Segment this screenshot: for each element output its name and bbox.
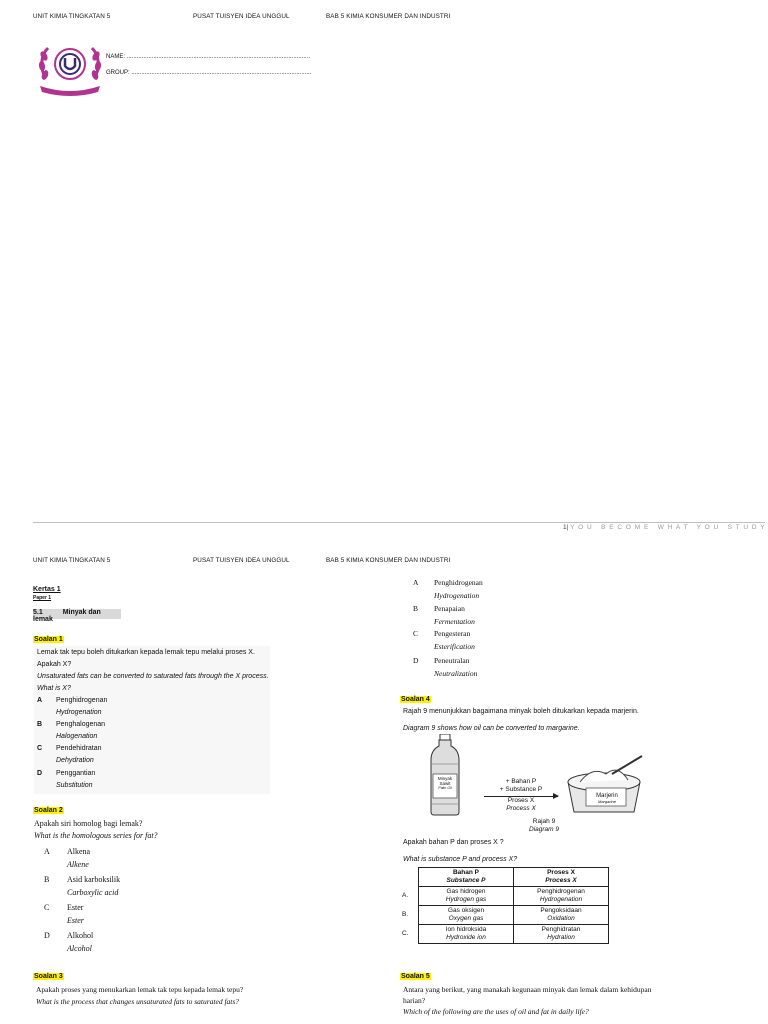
q3-option-c[interactable]: Pengesteran [434, 629, 471, 638]
question-label-4: Soalan 4 [401, 696, 430, 703]
q2-option-b-en: Carboxylic acid [67, 888, 119, 897]
question-label-2: Soalan 2 [34, 807, 63, 814]
row-letter: C. [402, 930, 409, 937]
q2-option-c[interactable]: Ester [67, 903, 84, 912]
row-process: Pengoksidaan Oxidation [514, 906, 609, 925]
q3-text-en: What is the process that changes unsaturated fats to saturated fats? [36, 997, 240, 1006]
q1-option-c[interactable]: Pendehidratan [56, 745, 102, 752]
row-letter: A. [402, 892, 409, 899]
q1-text-ms-2: Apakah X? [37, 661, 72, 668]
q2-option-a[interactable]: Alkena [67, 847, 91, 856]
table-header-row [398, 868, 609, 887]
q3-option-a[interactable]: Penghidrogenan [434, 578, 483, 587]
question-label-5: Soalan 5 [401, 973, 430, 980]
q2-option-d-en: Alcohol [67, 944, 92, 953]
q1-option-a-en: Hydrogenation [56, 709, 102, 716]
table-row[interactable] [398, 906, 609, 925]
q1-text-ms-1: Lemak tak tepu boleh ditukarkan kepada lemak tepu melalui proses X. [37, 649, 255, 656]
q4-text-en: Diagram 9 shows how oil can be converted to margarine. [403, 725, 580, 732]
footer-divider [33, 522, 765, 523]
group-field-label: GROUP: ............................................................................................................ [106, 70, 312, 76]
q3-option-b[interactable]: Penapaian [434, 604, 465, 613]
header-left-p2: UNIT KIMIA TINGKATAN 5 [33, 557, 111, 564]
bottle-label [434, 776, 456, 791]
diagram-caption-ms: Rajah 9 [532, 818, 556, 825]
footer-separator: | [566, 524, 569, 531]
page-footer [563, 524, 766, 531]
question-label-3: Soalan 3 [34, 973, 63, 980]
page-number: 1 [563, 524, 567, 531]
q1-option-b-letter: B [37, 721, 43, 728]
q3-option-b-en: Fermentation [434, 617, 475, 626]
q1-option-d-letter: D [37, 770, 43, 777]
arrow-bottom-en: Process X [506, 805, 536, 812]
q5-text-en: Which of the following are the uses of oil and fat in daily life? [403, 1007, 589, 1016]
q1-option-d[interactable]: Penggantian [56, 770, 96, 777]
q3-option-b-letter: B [413, 604, 419, 613]
q2-text-ms: Apakah siri homolog bagi lemak? [34, 819, 143, 828]
q1-option-b[interactable]: Penghalogenan [56, 721, 106, 728]
table-header-process: Proses X Process X [514, 868, 609, 887]
row-letter: B. [402, 911, 409, 918]
header-center: PUSAT TUISYEN IDEA UNGGUL [193, 13, 290, 20]
row-substance: Gas oksigen Oxygen gas [419, 906, 514, 925]
q1-option-b-en: Halogenation [56, 733, 98, 740]
q4-ask-ms: Apakah bahan P dan proses X ? [403, 839, 504, 846]
q1-option-d-en: Substitution [56, 782, 93, 789]
q5-text-ms-1: Antara yang berikut, yang manakah kegunaan minyak dan lemak dalam kehidupan [403, 985, 652, 994]
q3-text-ms: Apakah proses yang menukarkan lemak tak tepu kepada lemak tepu? [36, 985, 244, 994]
arrow-top-ms: + Bahan P [505, 778, 537, 785]
footer-motto: Y O U B E C O M E W H A T Y O U S T U D Y [570, 524, 766, 531]
row-substance: Gas hidrogen Hydrogen gas [419, 887, 514, 906]
arrow-top-en: + Substance P [499, 786, 543, 793]
table-header-substance: Bahan P Substance P [419, 868, 514, 887]
q1-option-a-letter: A [37, 697, 43, 704]
q1-option-c-letter: C [37, 745, 43, 752]
q3-option-a-letter: A [413, 578, 419, 587]
diagram-caption-en: Diagram 9 [529, 826, 559, 833]
q2-option-b-letter: B [44, 875, 50, 884]
bottle-label-text: Minyak Sawit [437, 776, 453, 786]
row-process: Penghidrogenan Hydrogenation [514, 887, 609, 906]
header-right: BAB 5 KIMIA KONSUMER DAN INDUSTRI [326, 13, 451, 20]
q3-option-d-en: Neutralization [434, 669, 478, 678]
section-title: Minyak dan lemak [33, 609, 101, 623]
name-field-label: NAME: .............................................................................................................. [106, 54, 311, 60]
q2-option-d[interactable]: Alkohol [67, 931, 94, 940]
kertas-title: Kertas 1 [33, 586, 61, 593]
q3-option-c-en: Esterification [434, 642, 475, 651]
q4-ask-en: What is substance P and process X? [403, 856, 518, 863]
question-label-1: Soalan 1 [34, 636, 63, 643]
q1-option-c-en: Dehydration [56, 757, 94, 764]
q1-text-en-1: Unsaturated fats can be converted to saturated fats through the X process. [37, 673, 269, 680]
oil-bottle-illustration [428, 734, 462, 816]
q4-answer-table [398, 867, 609, 944]
reaction-arrow-labels [484, 778, 558, 794]
row-process: Penghidratan Hydration [514, 925, 609, 944]
q1-option-a[interactable]: Penghidrogenan [56, 697, 108, 704]
q3-option-a-en: Hydrogenation [434, 591, 480, 600]
arrow-bottom-ms: Proses X [507, 797, 535, 804]
paper-subtitle: Paper 1 [33, 595, 52, 601]
diagram-caption [524, 818, 564, 834]
school-logo [36, 42, 104, 98]
table-row[interactable] [398, 925, 609, 944]
header-left: UNIT KIMIA TINGKATAN 5 [33, 13, 111, 20]
q4-text-ms: Rajah 9 menunjukkan bagaimana minyak boleh ditukarkan kepada marjerin. [403, 708, 639, 715]
q2-option-a-letter: A [44, 847, 50, 856]
tub-sublabel: Margarine [597, 799, 616, 804]
table-row[interactable] [398, 887, 609, 906]
bottle-sublabel: Palm Oil [438, 786, 452, 790]
q5-text-ms-2: harian? [403, 996, 426, 1005]
section-number: 5.1 [33, 609, 43, 616]
q2-option-d-letter: D [44, 931, 50, 940]
q2-option-b[interactable]: Asid karboksilik [67, 875, 121, 884]
q2-option-c-letter: C [44, 903, 50, 912]
section-heading [33, 609, 121, 623]
q3-option-c-letter: C [413, 629, 419, 638]
reaction-arrow-bottom-labels [484, 797, 558, 813]
header-center-p2: PUSAT TUISYEN IDEA UNGGUL [193, 557, 290, 564]
header-right-p2: BAB 5 KIMIA KONSUMER DAN INDUSTRI [326, 557, 451, 564]
tub-label [587, 793, 627, 805]
q2-option-a-en: Alkene [67, 860, 89, 869]
q2-text-en: What is the homologous series for fat? [34, 831, 158, 840]
row-substance: Ion hidroksida Hydroxide ion [419, 925, 514, 944]
q2-option-c-en: Ester [67, 916, 84, 925]
q3-option-d-letter: D [413, 656, 419, 665]
q3-option-d[interactable]: Peneutralan [434, 656, 470, 665]
q1-text-en-2: What is X? [37, 685, 71, 692]
tub-label-text: Marjerin [596, 793, 618, 799]
